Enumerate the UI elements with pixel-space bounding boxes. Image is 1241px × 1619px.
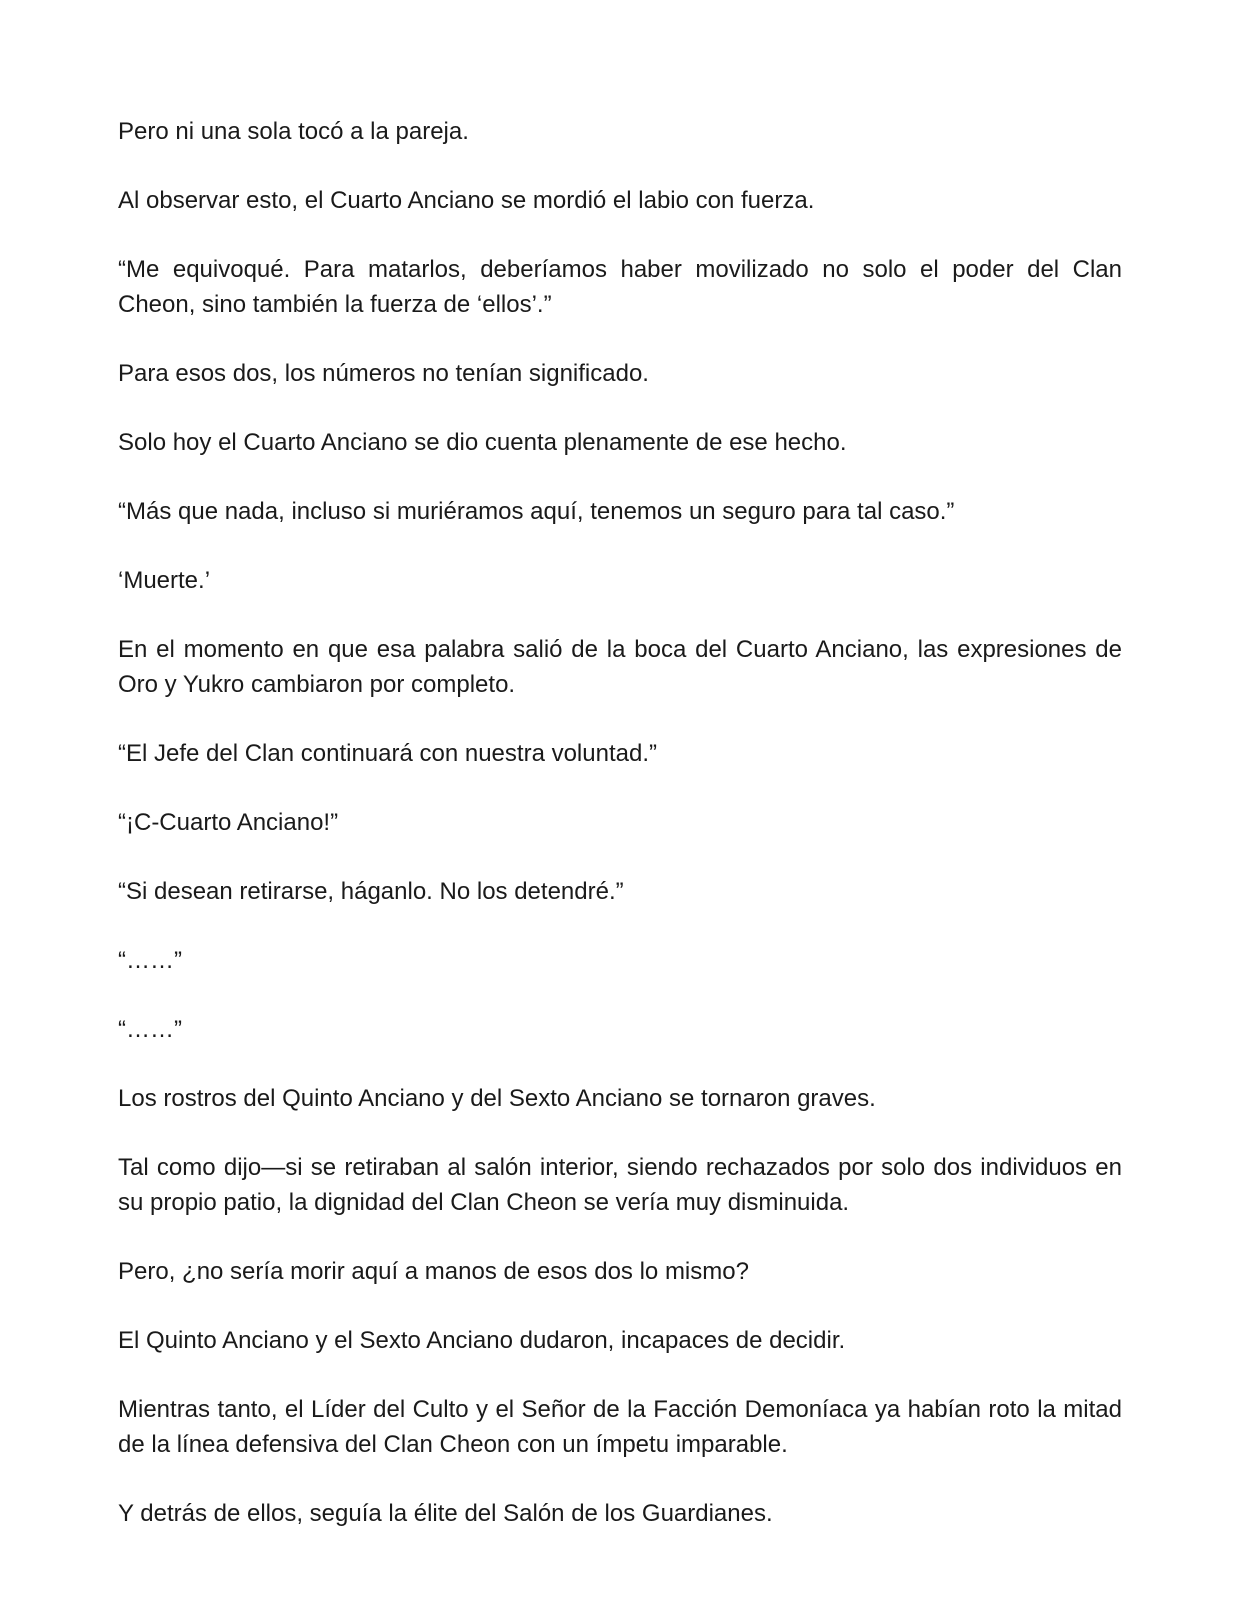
paragraph: “El Jefe del Clan continuará con nuestra voluntad.” xyxy=(118,740,657,767)
paragraph: “Más que nada, incluso si muriéramos aquí, tenemos un seguro para tal caso.” xyxy=(118,498,955,525)
paragraph: “Si desean retirarse, háganlo. No los detendré.” xyxy=(118,878,624,905)
paragraph: El Quinto Anciano y el Sexto Anciano dudaron, incapaces de decidir. xyxy=(118,1327,846,1354)
paragraph: “……” xyxy=(118,947,182,974)
paragraph: “¡C-Cuarto Anciano!” xyxy=(118,809,339,836)
paragraph: “Me equivoqué. Para matarlos, deberíamos haber movilizado no solo el poder del Clan Cheon, sino también la fuerza de ‘ellos’.” xyxy=(118,256,1122,318)
text-body xyxy=(118,114,1122,1531)
paragraph: En el momento en que esa palabra salió de la boca del Cuarto Anciano, las expresiones de Oro y Yukro cambiaron por completo. xyxy=(118,636,1122,698)
paragraph: Al observar esto, el Cuarto Anciano se mordió el labio con fuerza. xyxy=(118,187,815,214)
paragraph: Pero ni una sola tocó a la pareja. xyxy=(118,118,469,145)
paragraph: “……” xyxy=(118,1016,182,1043)
paragraph: Los rostros del Quinto Anciano y del Sexto Anciano se tornaron graves. xyxy=(118,1085,876,1112)
paragraph: ‘Muerte.’ xyxy=(118,567,211,594)
paragraph: Pero, ¿no sería morir aquí a manos de esos dos lo mismo? xyxy=(118,1258,749,1285)
paragraph: Para esos dos, los números no tenían significado. xyxy=(118,360,649,387)
paragraph: Solo hoy el Cuarto Anciano se dio cuenta plenamente de ese hecho. xyxy=(118,429,847,456)
paragraph: Mientras tanto, el Líder del Culto y el Señor de la Facción Demoníaca ya habían roto la mitad de la línea defensiva del Clan Cheon con un ímpetu imparable. xyxy=(118,1396,1122,1458)
paragraph: Tal como dijo—si se retiraban al salón interior, siendo rechazados por solo dos individuos en su propio patio, la dignidad del Clan Cheon se vería muy disminuida. xyxy=(118,1154,1122,1216)
paragraph: Y detrás de ellos, seguía la élite del Salón de los Guardianes. xyxy=(118,1500,773,1527)
